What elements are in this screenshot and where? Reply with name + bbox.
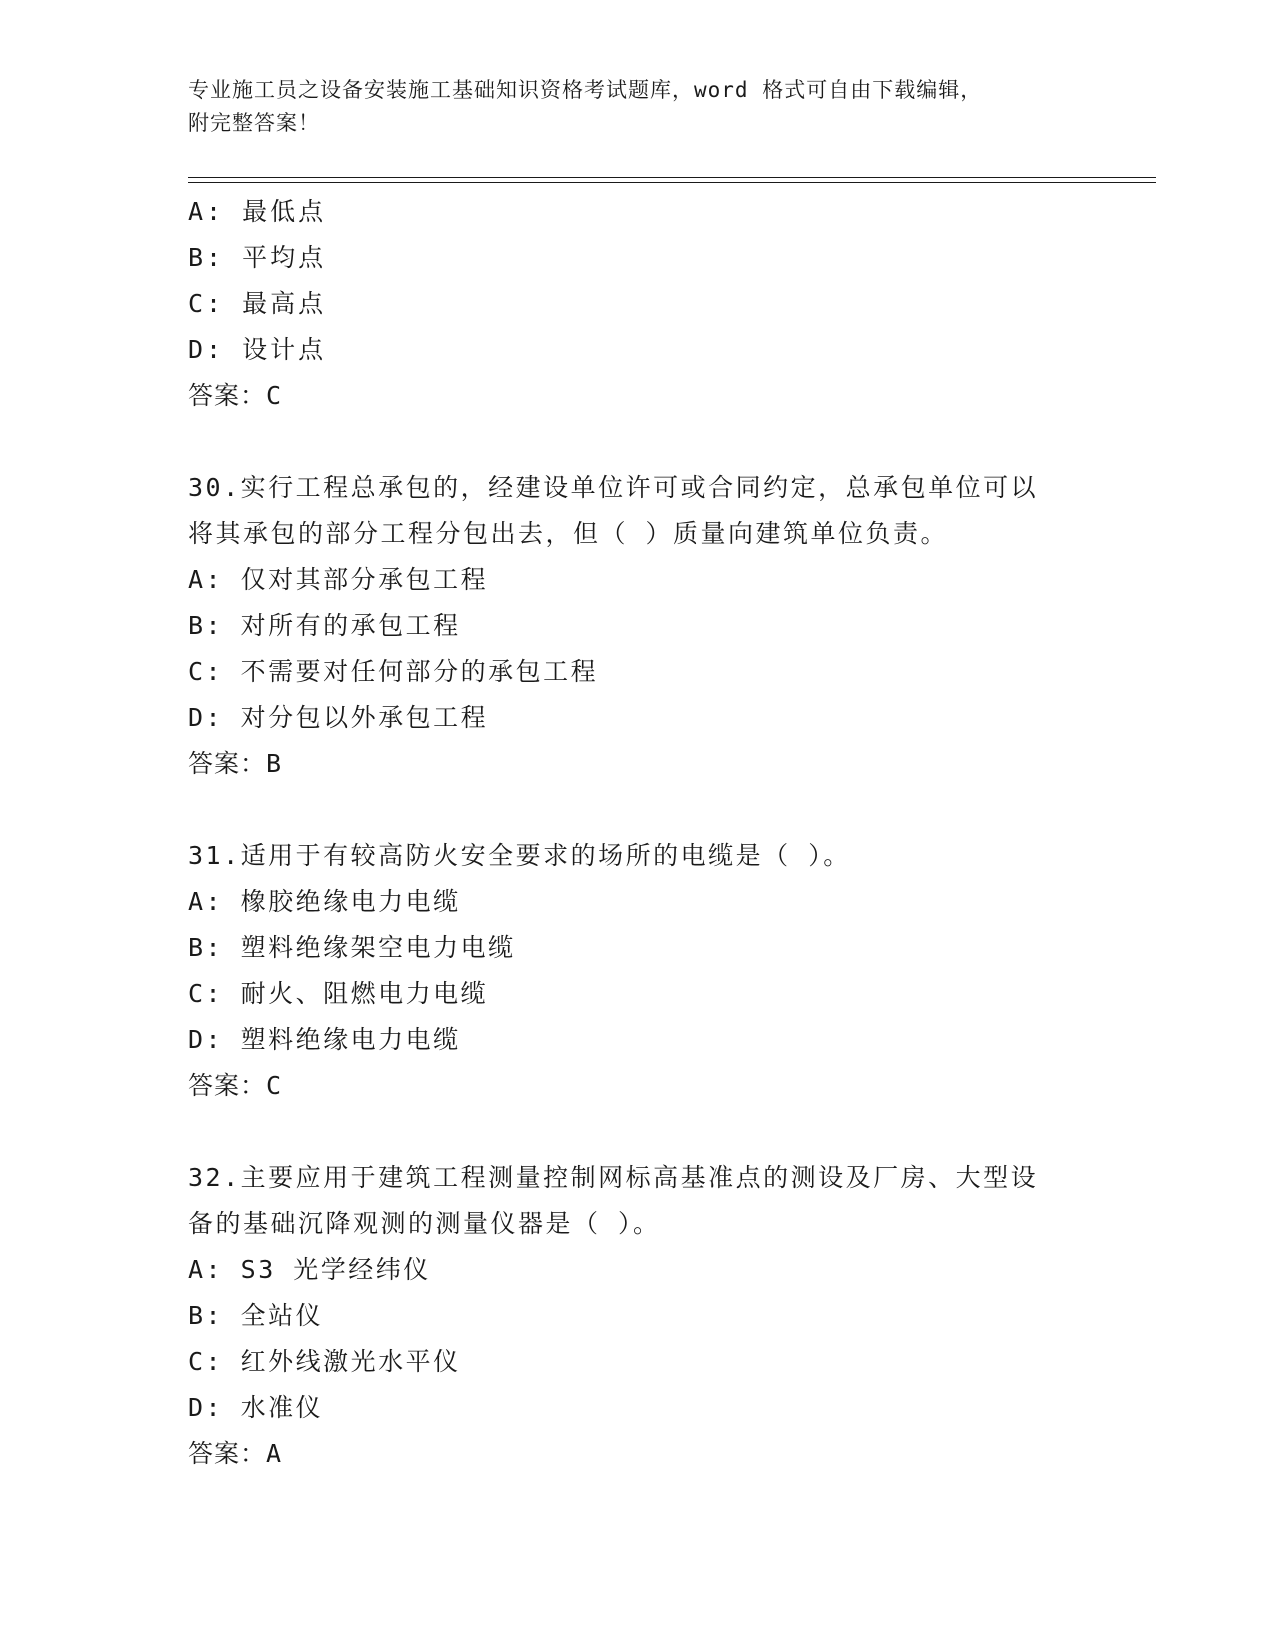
option-a: A: 橡胶绝缘电力电缆	[188, 887, 461, 916]
header-divider-top	[188, 177, 1156, 178]
option-a: A: 仅对其部分承包工程	[188, 565, 489, 594]
question-text-line-1: 31.适用于有较高防火安全要求的场所的电缆是（ ）。	[188, 841, 851, 870]
question-29-block	[188, 189, 1088, 419]
option-a: A: 最低点	[188, 197, 327, 226]
question-text-line-1: 32.主要应用于建筑工程测量控制网标高基准点的测设及厂房、大型设	[188, 1163, 1039, 1192]
spacer	[188, 419, 1088, 465]
option-d: D: 对分包以外承包工程	[188, 703, 489, 732]
spacer	[188, 1109, 1088, 1155]
header-divider-bottom	[188, 182, 1156, 183]
answer: 答案：B	[188, 749, 283, 778]
option-b: B: 对所有的承包工程	[188, 611, 461, 640]
option-c: C: 红外线激光水平仪	[188, 1347, 461, 1376]
header-line-2: 附完整答案！	[188, 111, 320, 135]
question-32-block	[188, 1155, 1088, 1477]
spacer	[188, 787, 1088, 833]
question-31-block	[188, 833, 1088, 1109]
option-c: C: 最高点	[188, 289, 327, 318]
answer: 答案：C	[188, 1071, 283, 1100]
answer: 答案：C	[188, 381, 283, 410]
question-text-line-2: 将其承包的部分工程分包出去，但（ ）质量向建筑单位负责。	[188, 519, 949, 548]
option-d: D: 水准仪	[188, 1393, 324, 1422]
option-b: B: 全站仪	[188, 1301, 324, 1330]
exam-content	[188, 189, 1088, 1477]
option-d: D: 塑料绝缘电力电缆	[188, 1025, 461, 1054]
header-line-1: 专业施工员之设备安装施工基础知识资格考试题库，word 格式可自由下载编辑，	[188, 78, 983, 102]
question-30-block	[188, 465, 1088, 787]
option-b: B: 平均点	[188, 243, 327, 272]
page-header	[188, 74, 1088, 140]
option-c: C: 耐火、阻燃电力电缆	[188, 979, 489, 1008]
option-a: A: S3 光学经纬仪	[188, 1255, 431, 1284]
answer: 答案：A	[188, 1439, 283, 1468]
option-c: C: 不需要对任何部分的承包工程	[188, 657, 599, 686]
question-text-line-2: 备的基础沉降观测的测量仪器是（ ）。	[188, 1209, 661, 1238]
question-text-line-1: 30.实行工程总承包的，经建设单位许可或合同约定，总承包单位可以	[188, 473, 1039, 502]
option-b: B: 塑料绝缘架空电力电缆	[188, 933, 516, 962]
option-d: D: 设计点	[188, 335, 327, 364]
